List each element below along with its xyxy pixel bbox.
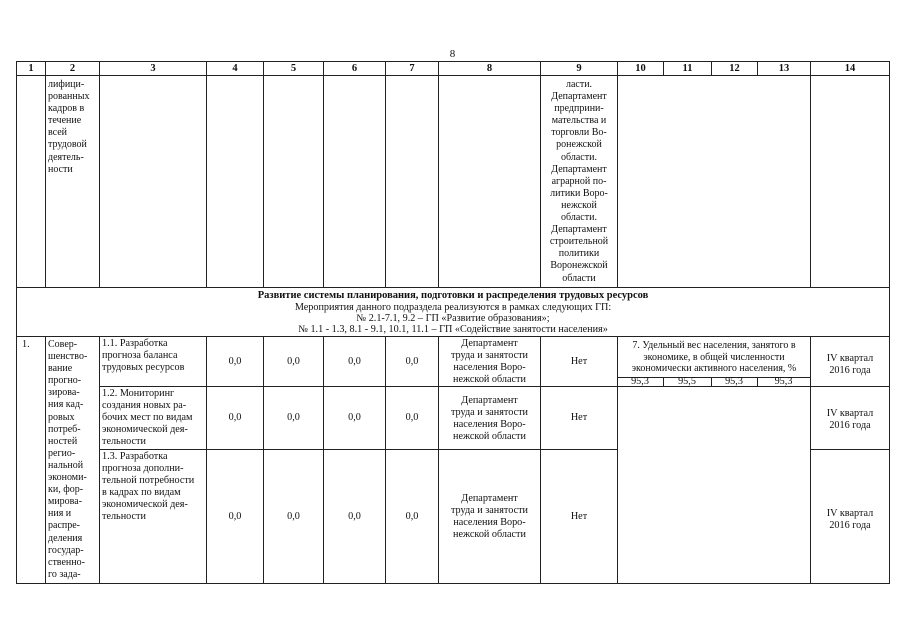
col-header-2: 2: [69, 63, 76, 74]
col-header-1: 1: [28, 63, 34, 74]
indicator-value-2016: 95,3: [631, 376, 649, 387]
funding-value: 0,0: [287, 412, 300, 423]
col-header-14: 14: [844, 63, 856, 74]
col-header-3: 3: [150, 63, 156, 74]
indicator-value-2019: 95,3: [774, 376, 793, 387]
indicator-value-2017: 95,5: [678, 376, 696, 387]
executor-text: Департамент труда и занятости населения Воро- нежской области: [450, 338, 528, 385]
col9-value: Нет: [570, 356, 588, 367]
funding-value: 0,0: [287, 511, 300, 522]
continuation-col2: лифици- рованных кадров в течение всей трудовой деятель- ности: [48, 79, 90, 175]
activity-text: 1.2. Мониторинг создания новых ра- бочих мест по видам экономической дея- тельности: [102, 388, 193, 447]
deadline-text: IV квартал 2016 года: [826, 353, 874, 376]
col-header-10: 10: [635, 63, 646, 74]
executor-text: Департамент труда и занятости населения Воро- нежской области: [450, 395, 528, 442]
col-header-13: 13: [778, 63, 790, 74]
funding-value: 0,0: [287, 356, 300, 367]
col-header-6: 6: [351, 63, 358, 74]
col-header-5: 5: [290, 63, 297, 74]
funding-value: 0,0: [228, 511, 242, 522]
deadline-text: IV квартал 2016 года: [826, 408, 874, 431]
col-header-4: 4: [232, 63, 238, 74]
funding-value: 0,0: [405, 412, 419, 423]
col-header-7: 7: [409, 63, 415, 74]
task-number: 1.: [22, 339, 30, 350]
funding-value: 0,0: [405, 511, 419, 522]
section-line-3: № 1.1 - 1.3, 8.1 - 9.1, 10.1, 11.1 – ГП «Содействие занятости населения»: [298, 324, 608, 335]
deadline-text: IV квартал 2016 года: [826, 508, 874, 531]
col-header-12: 12: [729, 63, 740, 74]
section-title: Развитие системы планирования, подготовки и распределения трудовых ресурсов: [257, 290, 649, 301]
task-name: Совер- шенство- вание прогно- зирова- ния кад- ровых потреб- ностей регио- нальной экономи- ки, фор- мирова- ния и распре- деления государ- ственно- го зада-: [48, 339, 88, 580]
funding-value: 0,0: [228, 412, 242, 423]
activity-text: 1.3. Разработка прогноза дополни- тельной потребности в кадрах по видам экономической дея- тельности: [102, 451, 195, 522]
funding-value: 0,0: [405, 356, 419, 367]
section-line-1: Мероприятия данного подраздела реализуются в рамках следующих ГП:: [294, 302, 612, 313]
col-header-11: 11: [682, 63, 693, 74]
col-header-9: 9: [576, 63, 582, 74]
funding-value: 0,0: [348, 412, 361, 423]
col9-value: Нет: [570, 412, 588, 423]
col9-value: Нет: [570, 511, 588, 522]
funding-value: 0,0: [228, 356, 242, 367]
continuation-col9: ласти. Департамент предприни- мательства и торговли Во- ронежской области. Департамент аграрной по- литики Воро- нежской области. Департамент строительной политики Воронежской области: [549, 79, 609, 284]
executor-text: Департамент труда и занятости населения Воро- нежской области: [450, 493, 528, 540]
col-header-8: 8: [486, 63, 493, 74]
indicator-value-2018: 95,3: [725, 376, 743, 387]
page-number: 8: [449, 48, 456, 60]
funding-value: 0,0: [348, 356, 361, 367]
funding-value: 0,0: [348, 511, 361, 522]
activity-text: 1.1. Разработка прогноза баланса трудовых ресурсов: [102, 338, 185, 373]
indicator-text: 7. Удельный вес населения, занятого в экономике, в общей численности экономически активного населения, %: [631, 340, 797, 374]
section-line-2: № 2.1-7.1, 9.2 – ГП «Развитие образования»;: [356, 313, 550, 324]
